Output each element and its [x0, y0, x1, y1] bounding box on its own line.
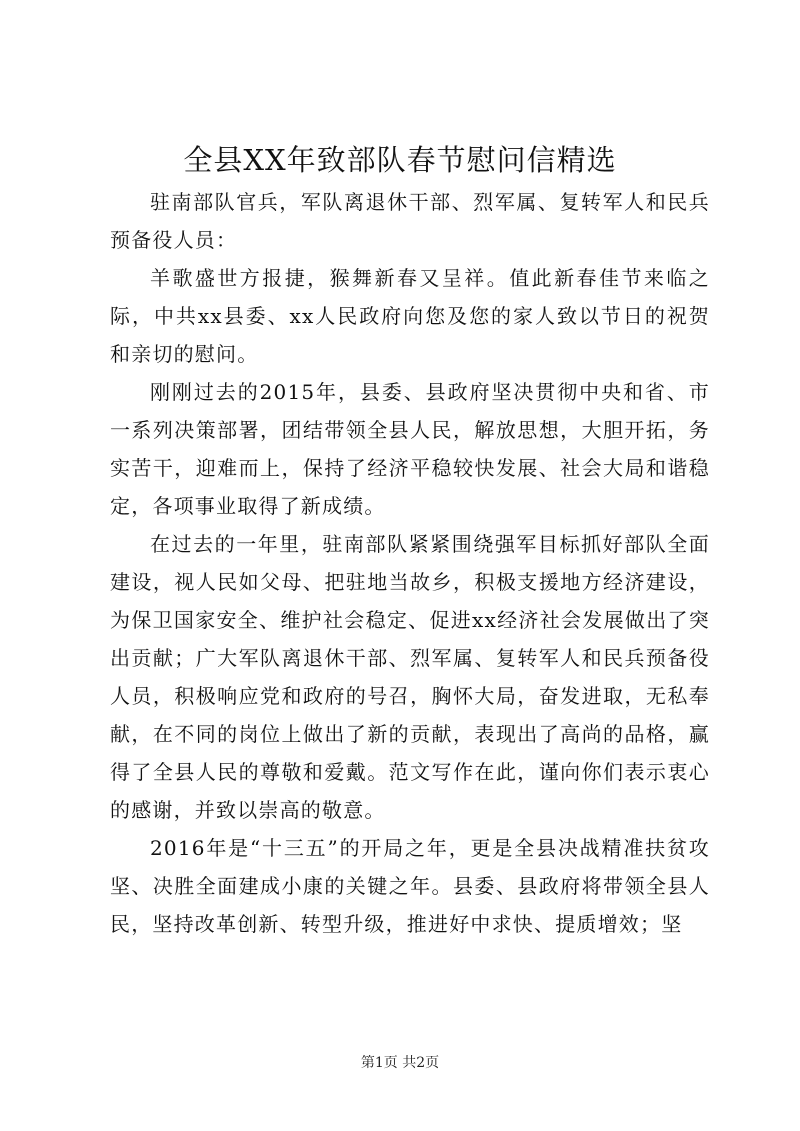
paragraph-troops-contribution: 在过去的一年里，驻南部队紧紧围绕强军目标抓好部队全面建设，视人民如父母、把驻地当故乡，积极支援地方经济建设，为保卫国家安全、维护社会稳定、促进xx经济社会发展做出了突出贡献；广大军队离退休干部、烈军属、复转军人和民兵预备役人员，积极响应党和政府的号召，胸怀大局，奋发进取，无私奉献，在不同的岗位上做出了新的贡献，表现出了高尚的品格，赢得了全县人民的尊敬和爱戴。范文写作在此，谨向你们表示衷心的感谢，并致以崇高的敬意。: [110, 532, 710, 822]
paragraph-review-2015: 刚刚过去的2015年，县委、县政府坚决贯彻中央和省、市一系列决策部署，团结带领全县人民，解放思想，大胆开拓，务实苦干，迎难而上，保持了经济平稳较快发展、社会大局和谐稳定，各项事业取得了新成绩。: [110, 380, 710, 518]
paragraph-outlook-2016: 2016年是“十三五”的开局之年，更是全县决战精准扶贫攻坚、决胜全面建成小康的关键之年。县委、县政府将带领全县人民，坚持改革创新、转型升级，推进好中求快、提质增效；坚: [110, 836, 710, 936]
document-title: 全县XX年致部队春节慰问信精选: [183, 143, 617, 177]
salutation: 驻南部队官兵，军队离退休干部、烈军属、复转军人和民兵预备役人员：: [110, 190, 710, 252]
document-body: [110, 183, 710, 943]
paragraph-greeting: 羊歌盛世方报捷，猴舞新春又呈祥。值此新春佳节来临之际，中共xx县委、xx人民政府向您及您的家人致以节日的祝贺和亲切的慰问。: [110, 266, 710, 366]
page-number: 第1页 共2页: [360, 1055, 440, 1071]
